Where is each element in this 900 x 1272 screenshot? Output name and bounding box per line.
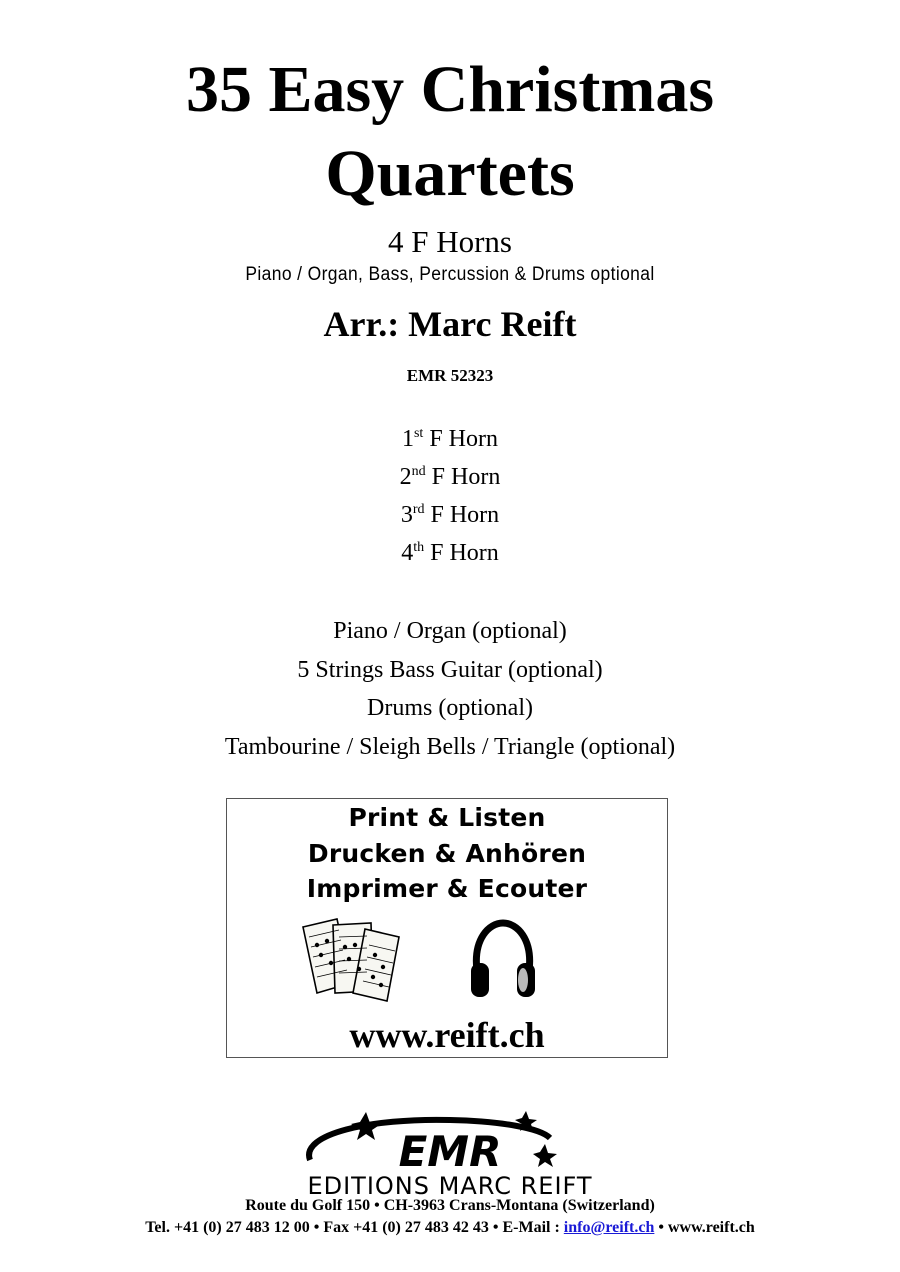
print-listen-box (226, 798, 668, 1058)
sheet-music-icon (299, 917, 411, 1003)
promo-website[interactable]: www.reift.ch (349, 1015, 545, 1055)
optional-part-item: Piano / Organ (optional) (333, 618, 567, 644)
publisher-address: Route du Golf 150 • CH-3963 Crans-Montana (Switzerland) (245, 1197, 655, 1214)
promo-line-french: Imprimer & Ecouter (306, 874, 588, 903)
optional-instruments-line: Piano / Organ, Bass, Percussion & Drums optional (245, 264, 655, 285)
email-link[interactable]: info@reift.ch (563, 1219, 655, 1236)
parts-list (0, 420, 900, 572)
emr-publisher-logo (250, 1108, 650, 1198)
part-item: 4th F Horn (401, 540, 499, 566)
optional-part-item: Tambourine / Sleigh Bells / Triangle (optional) (224, 733, 676, 760)
optional-parts-list (0, 612, 900, 766)
arranger: Arr.: Marc Reift (323, 304, 577, 344)
publisher-contact: Tel. +41 (0) 27 483 12 00 • Fax +41 (0) 27 483 42 43 • E-Mail : info@reift.ch • www.reift.ch (145, 1219, 755, 1236)
instrumentation-subtitle: 4 F Horns (387, 224, 512, 259)
headphones-icon (467, 917, 539, 1003)
promo-line-english: Print & Listen (348, 803, 546, 832)
svg-text:EDITIONS MARC REIFT: EDITIONS MARC REIFT (307, 1172, 593, 1198)
catalog-number: EMR 52323 (406, 366, 494, 385)
part-item: 2nd F Horn (399, 464, 501, 490)
promo-line-german: Drucken & Anhören (307, 839, 587, 868)
part-item: 1st F Horn (401, 426, 498, 452)
optional-part-item: 5 Strings Bass Guitar (optional) (297, 656, 603, 683)
part-item: 3rd F Horn (400, 502, 500, 528)
svg-text:EMR: EMR (398, 1127, 502, 1176)
title-line-1: 35 Easy Christmas (185, 53, 715, 126)
title-line-2: Quartets (325, 137, 575, 210)
optional-part-item: Drums (optional) (367, 695, 533, 721)
